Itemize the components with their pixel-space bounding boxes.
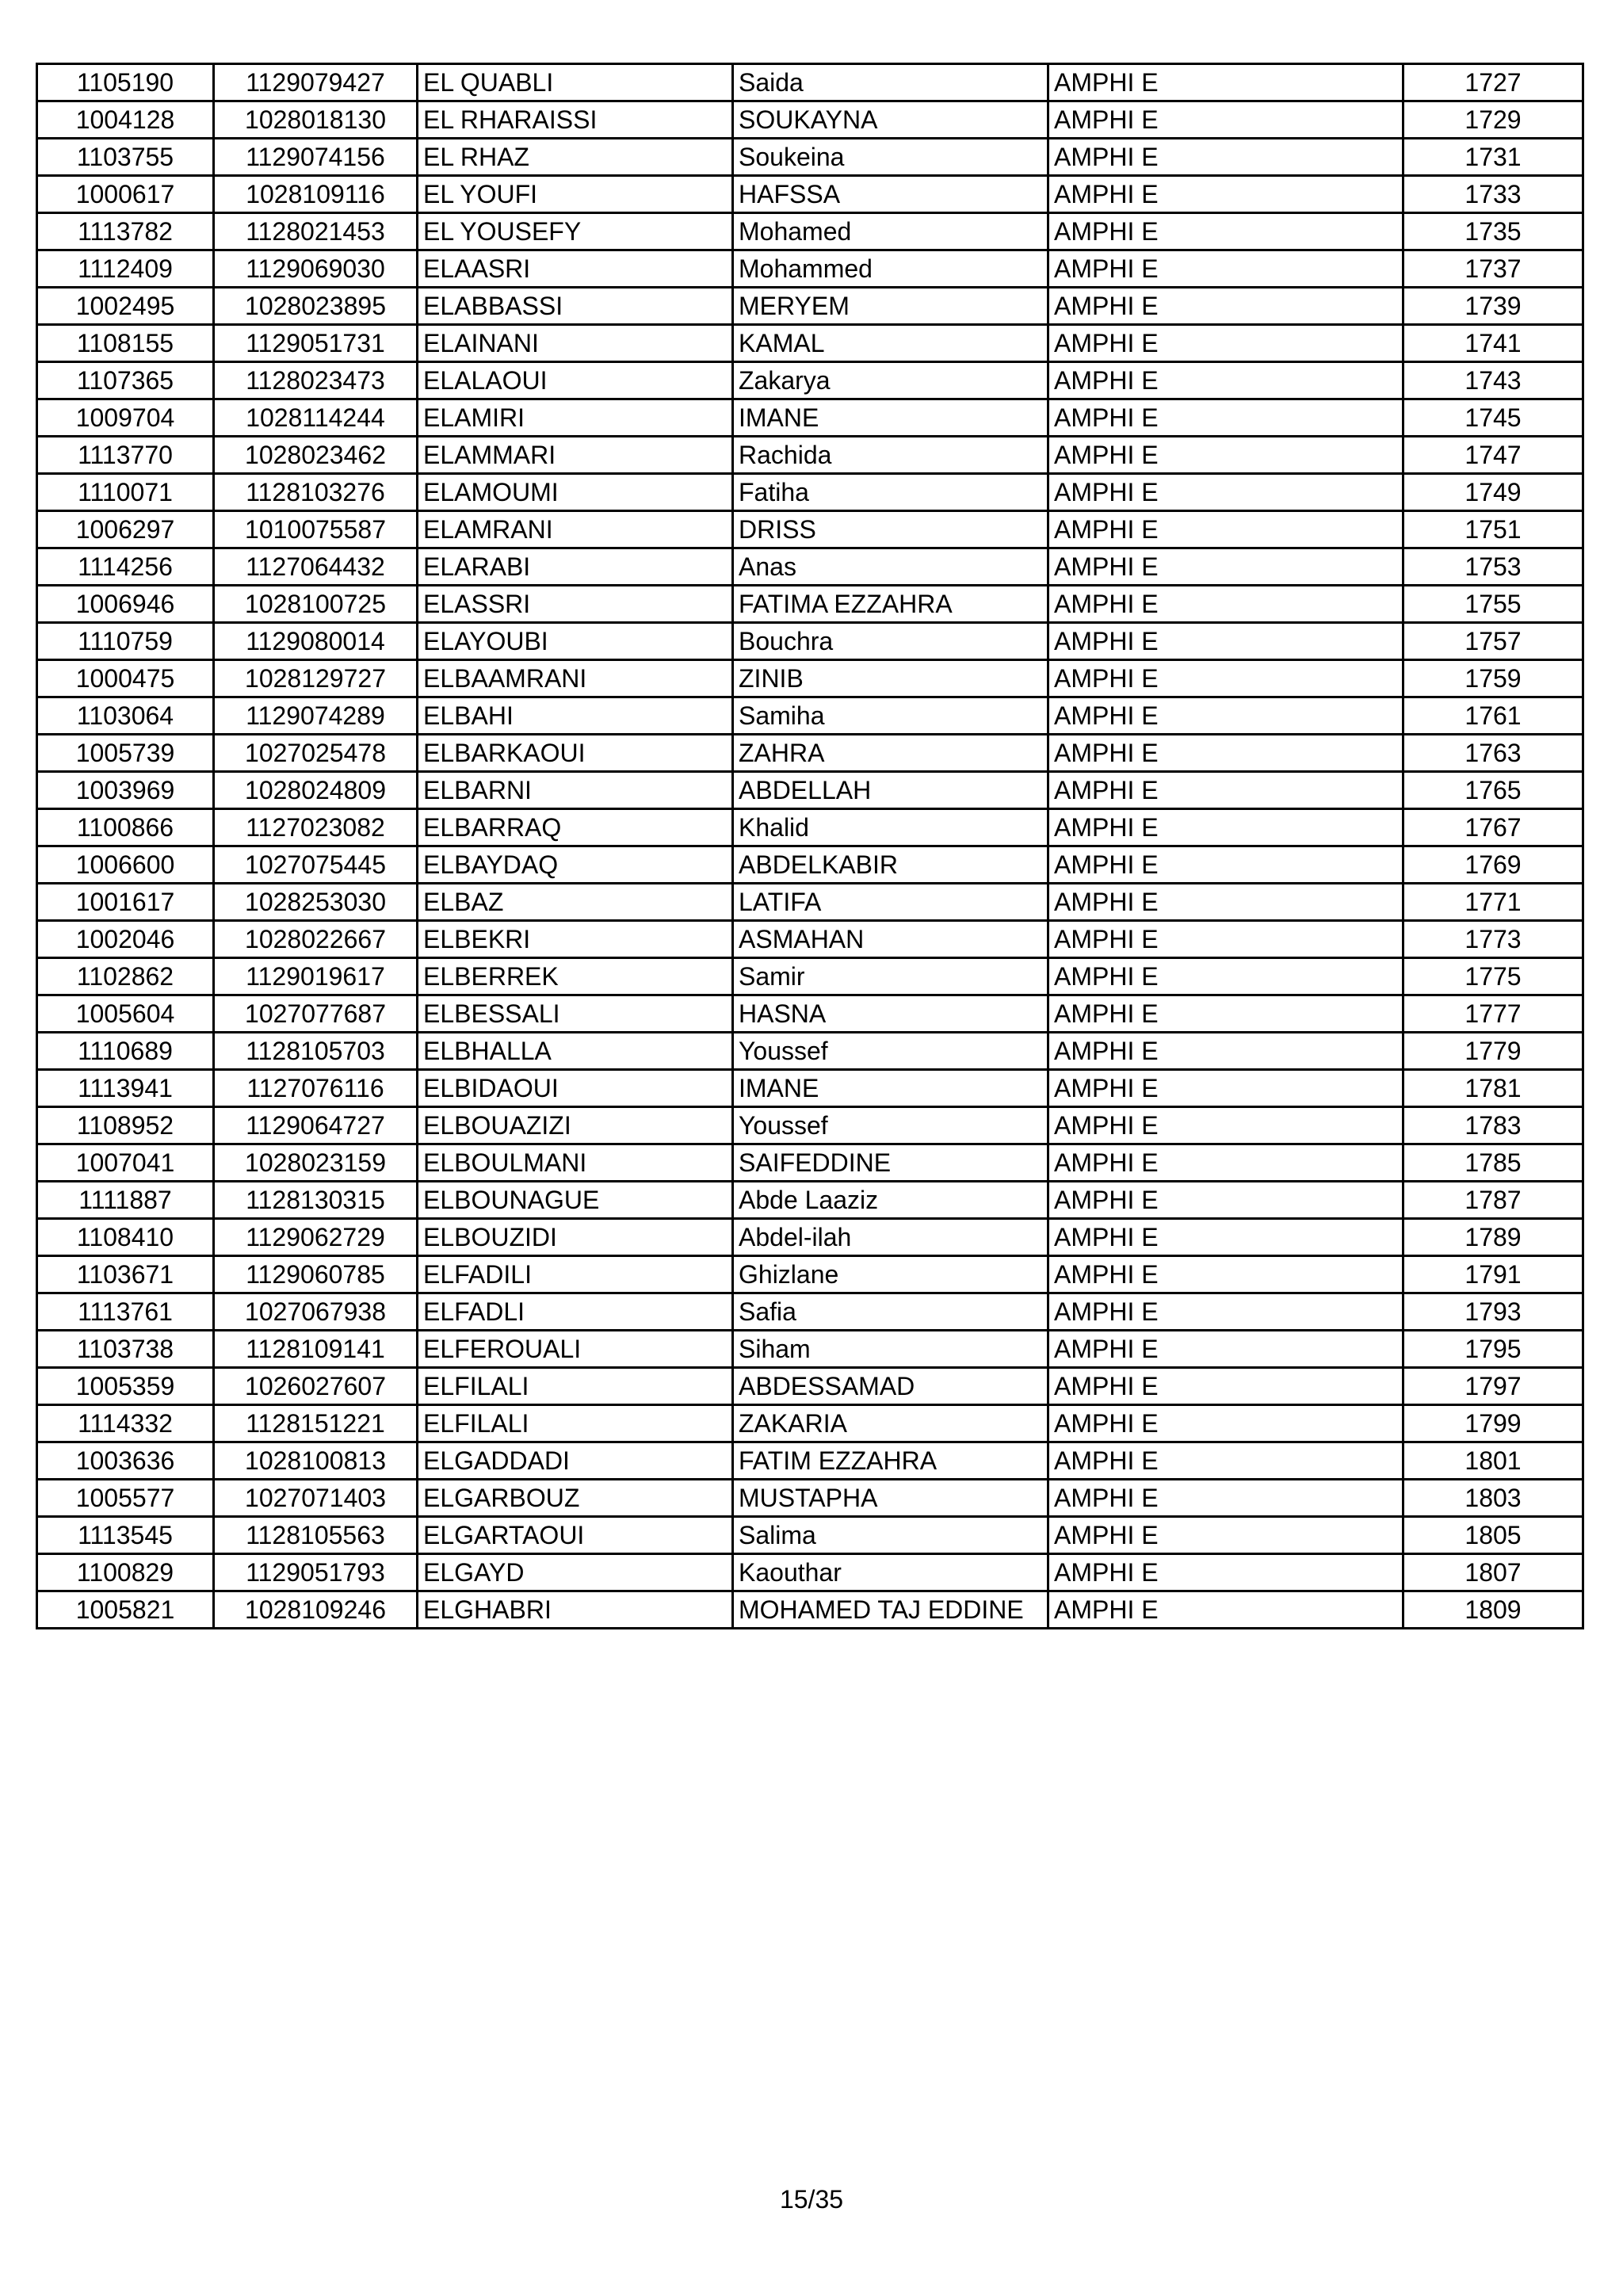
room-cell: AMPHI E (1048, 1331, 1403, 1368)
seat-number-cell: 1769 (1403, 846, 1583, 884)
room-cell: AMPHI E (1048, 623, 1403, 660)
student-id-cell: 1113941 (37, 1070, 214, 1107)
student-id-cell: 1100866 (37, 809, 214, 846)
last-name-cell: ELGAYD (418, 1554, 733, 1591)
table-row (37, 660, 1583, 697)
seat-number-cell: 1767 (1403, 809, 1583, 846)
student-id-cell: 1005821 (37, 1591, 214, 1629)
table-row (37, 437, 1583, 474)
last-name-cell: ELBOUAZIZI (418, 1107, 733, 1144)
last-name-cell: ELALAOUI (418, 362, 733, 399)
first-name-cell: Fatiha (733, 474, 1048, 511)
student-id-cell: 1110071 (37, 474, 214, 511)
table-row (37, 1517, 1583, 1554)
seat-number-cell: 1727 (1403, 64, 1583, 101)
seat-number-cell: 1743 (1403, 362, 1583, 399)
room-cell: AMPHI E (1048, 697, 1403, 735)
room-cell: AMPHI E (1048, 995, 1403, 1033)
room-cell: AMPHI E (1048, 1033, 1403, 1070)
registration-number-cell: 1028100725 (214, 586, 418, 623)
seat-number-cell: 1755 (1403, 586, 1583, 623)
seat-number-cell: 1753 (1403, 548, 1583, 586)
registration-number-cell: 1028114244 (214, 399, 418, 437)
first-name-cell: SAIFEDDINE (733, 1144, 1048, 1182)
seat-number-cell: 1793 (1403, 1293, 1583, 1331)
first-name-cell: Youssef (733, 1033, 1048, 1070)
registration-number-cell: 1128130315 (214, 1182, 418, 1219)
seat-number-cell: 1781 (1403, 1070, 1583, 1107)
seat-number-cell: 1785 (1403, 1144, 1583, 1182)
registration-number-cell: 1129069030 (214, 250, 418, 288)
last-name-cell: ELFILALI (418, 1405, 733, 1442)
table-row (37, 1331, 1583, 1368)
registration-number-cell: 1128103276 (214, 474, 418, 511)
student-id-cell: 1103755 (37, 139, 214, 176)
table-row (37, 735, 1583, 772)
last-name-cell: ELBERREK (418, 958, 733, 995)
registration-number-cell: 1129051793 (214, 1554, 418, 1591)
table-row (37, 1480, 1583, 1517)
last-name-cell: ELBEKRI (418, 921, 733, 958)
student-id-cell: 1110689 (37, 1033, 214, 1070)
room-cell: AMPHI E (1048, 213, 1403, 250)
registration-number-cell: 1028024809 (214, 772, 418, 809)
room-cell: AMPHI E (1048, 511, 1403, 548)
table-row (37, 474, 1583, 511)
first-name-cell: Kaouthar (733, 1554, 1048, 1591)
room-cell: AMPHI E (1048, 288, 1403, 325)
seat-number-cell: 1759 (1403, 660, 1583, 697)
first-name-cell: Siham (733, 1331, 1048, 1368)
first-name-cell: ASMAHAN (733, 921, 1048, 958)
registration-number-cell: 1129074156 (214, 139, 418, 176)
first-name-cell: Salima (733, 1517, 1048, 1554)
seat-number-cell: 1773 (1403, 921, 1583, 958)
student-id-cell: 1005359 (37, 1368, 214, 1405)
table-row (37, 288, 1583, 325)
registration-number-cell: 1129080014 (214, 623, 418, 660)
first-name-cell: IMANE (733, 1070, 1048, 1107)
student-id-cell: 1113770 (37, 437, 214, 474)
room-cell: AMPHI E (1048, 399, 1403, 437)
seat-number-cell: 1789 (1403, 1219, 1583, 1256)
seat-number-cell: 1797 (1403, 1368, 1583, 1405)
registration-number-cell: 1028253030 (214, 884, 418, 921)
seat-number-cell: 1757 (1403, 623, 1583, 660)
last-name-cell: ELGHABRI (418, 1591, 733, 1629)
registration-number-cell: 1127023082 (214, 809, 418, 846)
first-name-cell: Samir (733, 958, 1048, 995)
seat-number-cell: 1787 (1403, 1182, 1583, 1219)
table-row (37, 1442, 1583, 1480)
last-name-cell: ELBIDAOUI (418, 1070, 733, 1107)
seat-number-cell: 1809 (1403, 1591, 1583, 1629)
seat-number-cell: 1801 (1403, 1442, 1583, 1480)
table-row (37, 399, 1583, 437)
first-name-cell: Mohamed (733, 213, 1048, 250)
first-name-cell: MOHAMED TAJ EDDINE (733, 1591, 1048, 1629)
first-name-cell: Abde Laaziz (733, 1182, 1048, 1219)
last-name-cell: EL RHAZ (418, 139, 733, 176)
student-id-cell: 1113761 (37, 1293, 214, 1331)
room-cell: AMPHI E (1048, 325, 1403, 362)
last-name-cell: ELBESSALI (418, 995, 733, 1033)
first-name-cell: SOUKAYNA (733, 101, 1048, 139)
first-name-cell: FATIMA EZZAHRA (733, 586, 1048, 623)
seat-number-cell: 1777 (1403, 995, 1583, 1033)
first-name-cell: Youssef (733, 1107, 1048, 1144)
room-cell: AMPHI E (1048, 64, 1403, 101)
table-row (37, 772, 1583, 809)
table-row (37, 958, 1583, 995)
student-id-cell: 1005577 (37, 1480, 214, 1517)
registration-number-cell: 1129074289 (214, 697, 418, 735)
table-row (37, 1554, 1583, 1591)
room-cell: AMPHI E (1048, 660, 1403, 697)
seat-number-cell: 1765 (1403, 772, 1583, 809)
registration-number-cell: 1128109141 (214, 1331, 418, 1368)
room-cell: AMPHI E (1048, 1554, 1403, 1591)
room-cell: AMPHI E (1048, 1480, 1403, 1517)
table-row (37, 1070, 1583, 1107)
last-name-cell: ELGARTAOUI (418, 1517, 733, 1554)
first-name-cell: MUSTAPHA (733, 1480, 1048, 1517)
seat-number-cell: 1741 (1403, 325, 1583, 362)
last-name-cell: ELBARKAOUI (418, 735, 733, 772)
registration-number-cell: 1128105563 (214, 1517, 418, 1554)
last-name-cell: ELBAYDAQ (418, 846, 733, 884)
last-name-cell: ELAYOUBI (418, 623, 733, 660)
room-cell: AMPHI E (1048, 1293, 1403, 1331)
seat-number-cell: 1807 (1403, 1554, 1583, 1591)
registration-number-cell: 1129060785 (214, 1256, 418, 1293)
last-name-cell: ELAMRANI (418, 511, 733, 548)
student-id-cell: 1002495 (37, 288, 214, 325)
last-name-cell: EL YOUSEFY (418, 213, 733, 250)
first-name-cell: ZAKARIA (733, 1405, 1048, 1442)
room-cell: AMPHI E (1048, 1256, 1403, 1293)
seat-number-cell: 1735 (1403, 213, 1583, 250)
student-id-cell: 1108952 (37, 1107, 214, 1144)
table-row (37, 921, 1583, 958)
table-row (37, 64, 1583, 101)
room-cell: AMPHI E (1048, 921, 1403, 958)
registration-number-cell: 1027071403 (214, 1480, 418, 1517)
student-id-cell: 1102862 (37, 958, 214, 995)
first-name-cell: Ghizlane (733, 1256, 1048, 1293)
last-name-cell: ELBAHI (418, 697, 733, 735)
room-cell: AMPHI E (1048, 1070, 1403, 1107)
roster-body (37, 64, 1583, 1629)
student-id-cell: 1108410 (37, 1219, 214, 1256)
table-row (37, 250, 1583, 288)
student-id-cell: 1105190 (37, 64, 214, 101)
room-cell: AMPHI E (1048, 101, 1403, 139)
first-name-cell: ABDELLAH (733, 772, 1048, 809)
registration-number-cell: 1028109116 (214, 176, 418, 213)
student-id-cell: 1005604 (37, 995, 214, 1033)
first-name-cell: LATIFA (733, 884, 1048, 921)
table-row (37, 1107, 1583, 1144)
seat-number-cell: 1761 (1403, 697, 1583, 735)
last-name-cell: ELFADLI (418, 1293, 733, 1331)
seat-number-cell: 1805 (1403, 1517, 1583, 1554)
student-id-cell: 1006600 (37, 846, 214, 884)
student-id-cell: 1000617 (37, 176, 214, 213)
first-name-cell: FATIM EZZAHRA (733, 1442, 1048, 1480)
registration-number-cell: 1028018130 (214, 101, 418, 139)
first-name-cell: ZAHRA (733, 735, 1048, 772)
table-row (37, 1405, 1583, 1442)
student-id-cell: 1000475 (37, 660, 214, 697)
registration-number-cell: 1027025478 (214, 735, 418, 772)
last-name-cell: ELBOUNAGUE (418, 1182, 733, 1219)
registration-number-cell: 1028129727 (214, 660, 418, 697)
table-row (37, 809, 1583, 846)
first-name-cell: Khalid (733, 809, 1048, 846)
table-row (37, 511, 1583, 548)
student-id-cell: 1110759 (37, 623, 214, 660)
seat-number-cell: 1779 (1403, 1033, 1583, 1070)
last-name-cell: ELAMIRI (418, 399, 733, 437)
room-cell: AMPHI E (1048, 1182, 1403, 1219)
first-name-cell: ABDELKABIR (733, 846, 1048, 884)
first-name-cell: Rachida (733, 437, 1048, 474)
first-name-cell: Bouchra (733, 623, 1048, 660)
last-name-cell: ELAINANI (418, 325, 733, 362)
registration-number-cell: 1128151221 (214, 1405, 418, 1442)
last-name-cell: ELBARNI (418, 772, 733, 809)
student-roster-table (36, 63, 1584, 1629)
room-cell: AMPHI E (1048, 176, 1403, 213)
registration-number-cell: 1128023473 (214, 362, 418, 399)
table-row (37, 1144, 1583, 1182)
student-id-cell: 1004128 (37, 101, 214, 139)
table-row (37, 846, 1583, 884)
student-id-cell: 1103064 (37, 697, 214, 735)
first-name-cell: DRISS (733, 511, 1048, 548)
table-row (37, 995, 1583, 1033)
registration-number-cell: 1128105703 (214, 1033, 418, 1070)
seat-number-cell: 1783 (1403, 1107, 1583, 1144)
seat-number-cell: 1799 (1403, 1405, 1583, 1442)
last-name-cell: ELFEROUALI (418, 1331, 733, 1368)
student-id-cell: 1114256 (37, 548, 214, 586)
registration-number-cell: 1027075445 (214, 846, 418, 884)
table-row (37, 101, 1583, 139)
student-id-cell: 1103671 (37, 1256, 214, 1293)
room-cell: AMPHI E (1048, 809, 1403, 846)
room-cell: AMPHI E (1048, 735, 1403, 772)
first-name-cell: KAMAL (733, 325, 1048, 362)
last-name-cell: ELGADDADI (418, 1442, 733, 1480)
registration-number-cell: 1027067938 (214, 1293, 418, 1331)
registration-number-cell: 1028100813 (214, 1442, 418, 1480)
student-id-cell: 1113782 (37, 213, 214, 250)
last-name-cell: EL RHARAISSI (418, 101, 733, 139)
seat-number-cell: 1747 (1403, 437, 1583, 474)
first-name-cell: Safia (733, 1293, 1048, 1331)
registration-number-cell: 1129062729 (214, 1219, 418, 1256)
room-cell: AMPHI E (1048, 437, 1403, 474)
seat-number-cell: 1733 (1403, 176, 1583, 213)
first-name-cell: Samiha (733, 697, 1048, 735)
room-cell: AMPHI E (1048, 586, 1403, 623)
last-name-cell: ELBHALLA (418, 1033, 733, 1070)
last-name-cell: ELAMOUMI (418, 474, 733, 511)
first-name-cell: ZINIB (733, 660, 1048, 697)
last-name-cell: EL YOUFI (418, 176, 733, 213)
student-id-cell: 1100829 (37, 1554, 214, 1591)
last-name-cell: ELBOULMANI (418, 1144, 733, 1182)
student-id-cell: 1112409 (37, 250, 214, 288)
first-name-cell: Anas (733, 548, 1048, 586)
room-cell: AMPHI E (1048, 846, 1403, 884)
room-cell: AMPHI E (1048, 1591, 1403, 1629)
table-row (37, 1591, 1583, 1629)
seat-number-cell: 1795 (1403, 1331, 1583, 1368)
seat-number-cell: 1763 (1403, 735, 1583, 772)
room-cell: AMPHI E (1048, 1517, 1403, 1554)
registration-number-cell: 1127076116 (214, 1070, 418, 1107)
room-cell: AMPHI E (1048, 139, 1403, 176)
student-id-cell: 1002046 (37, 921, 214, 958)
seat-number-cell: 1729 (1403, 101, 1583, 139)
room-cell: AMPHI E (1048, 1442, 1403, 1480)
first-name-cell: MERYEM (733, 288, 1048, 325)
last-name-cell: ELAMMARI (418, 437, 733, 474)
seat-number-cell: 1739 (1403, 288, 1583, 325)
table-row (37, 623, 1583, 660)
room-cell: AMPHI E (1048, 1219, 1403, 1256)
table-row (37, 213, 1583, 250)
room-cell: AMPHI E (1048, 1405, 1403, 1442)
last-name-cell: EL QUABLI (418, 64, 733, 101)
table-row (37, 884, 1583, 921)
table-row (37, 1256, 1583, 1293)
seat-number-cell: 1751 (1403, 511, 1583, 548)
last-name-cell: ELFADILI (418, 1256, 733, 1293)
student-id-cell: 1103738 (37, 1331, 214, 1368)
registration-number-cell: 1028022667 (214, 921, 418, 958)
registration-number-cell: 1027077687 (214, 995, 418, 1033)
table-row (37, 325, 1583, 362)
seat-number-cell: 1737 (1403, 250, 1583, 288)
table-row (37, 1219, 1583, 1256)
room-cell: AMPHI E (1048, 362, 1403, 399)
last-name-cell: ELBARRAQ (418, 809, 733, 846)
table-row (37, 362, 1583, 399)
last-name-cell: ELBAAMRANI (418, 660, 733, 697)
room-cell: AMPHI E (1048, 772, 1403, 809)
room-cell: AMPHI E (1048, 474, 1403, 511)
first-name-cell: Abdel-ilah (733, 1219, 1048, 1256)
seat-number-cell: 1731 (1403, 139, 1583, 176)
registration-number-cell: 1028023462 (214, 437, 418, 474)
room-cell: AMPHI E (1048, 250, 1403, 288)
student-id-cell: 1003969 (37, 772, 214, 809)
first-name-cell: HAFSSA (733, 176, 1048, 213)
registration-number-cell: 1026027607 (214, 1368, 418, 1405)
registration-number-cell: 1028109246 (214, 1591, 418, 1629)
student-id-cell: 1009704 (37, 399, 214, 437)
student-id-cell: 1001617 (37, 884, 214, 921)
table-row (37, 1368, 1583, 1405)
last-name-cell: ELARABI (418, 548, 733, 586)
room-cell: AMPHI E (1048, 1144, 1403, 1182)
registration-number-cell: 1129019617 (214, 958, 418, 995)
last-name-cell: ELBAZ (418, 884, 733, 921)
student-id-cell: 1114332 (37, 1405, 214, 1442)
registration-number-cell: 1028023895 (214, 288, 418, 325)
registration-number-cell: 1028023159 (214, 1144, 418, 1182)
student-id-cell: 1111887 (37, 1182, 214, 1219)
seat-number-cell: 1771 (1403, 884, 1583, 921)
last-name-cell: ELBOUZIDI (418, 1219, 733, 1256)
student-id-cell: 1006946 (37, 586, 214, 623)
table-row (37, 1033, 1583, 1070)
room-cell: AMPHI E (1048, 1368, 1403, 1405)
last-name-cell: ELABBASSI (418, 288, 733, 325)
last-name-cell: ELFILALI (418, 1368, 733, 1405)
first-name-cell: ABDESSAMAD (733, 1368, 1048, 1405)
registration-number-cell: 1127064432 (214, 548, 418, 586)
student-id-cell: 1003636 (37, 1442, 214, 1480)
room-cell: AMPHI E (1048, 958, 1403, 995)
first-name-cell: Saida (733, 64, 1048, 101)
table-row (37, 139, 1583, 176)
room-cell: AMPHI E (1048, 884, 1403, 921)
registration-number-cell: 1129051731 (214, 325, 418, 362)
registration-number-cell: 1010075587 (214, 511, 418, 548)
student-id-cell: 1113545 (37, 1517, 214, 1554)
seat-number-cell: 1749 (1403, 474, 1583, 511)
room-cell: AMPHI E (1048, 1107, 1403, 1144)
first-name-cell: HASNA (733, 995, 1048, 1033)
registration-number-cell: 1128021453 (214, 213, 418, 250)
seat-number-cell: 1775 (1403, 958, 1583, 995)
first-name-cell: IMANE (733, 399, 1048, 437)
table-row (37, 548, 1583, 586)
table-row (37, 1182, 1583, 1219)
registration-number-cell: 1129064727 (214, 1107, 418, 1144)
registration-number-cell: 1129079427 (214, 64, 418, 101)
student-id-cell: 1108155 (37, 325, 214, 362)
seat-number-cell: 1803 (1403, 1480, 1583, 1517)
page-number: 15/35 (779, 2185, 844, 2214)
first-name-cell: Zakarya (733, 362, 1048, 399)
table-row (37, 176, 1583, 213)
student-id-cell: 1005739 (37, 735, 214, 772)
last-name-cell: ELASSRI (418, 586, 733, 623)
first-name-cell: Soukeina (733, 139, 1048, 176)
table-row (37, 586, 1583, 623)
first-name-cell: Mohammed (733, 250, 1048, 288)
table-row (37, 697, 1583, 735)
student-id-cell: 1107365 (37, 362, 214, 399)
last-name-cell: ELAASRI (418, 250, 733, 288)
student-id-cell: 1006297 (37, 511, 214, 548)
table-row (37, 1293, 1583, 1331)
seat-number-cell: 1745 (1403, 399, 1583, 437)
student-id-cell: 1007041 (37, 1144, 214, 1182)
seat-number-cell: 1791 (1403, 1256, 1583, 1293)
room-cell: AMPHI E (1048, 548, 1403, 586)
last-name-cell: ELGARBOUZ (418, 1480, 733, 1517)
